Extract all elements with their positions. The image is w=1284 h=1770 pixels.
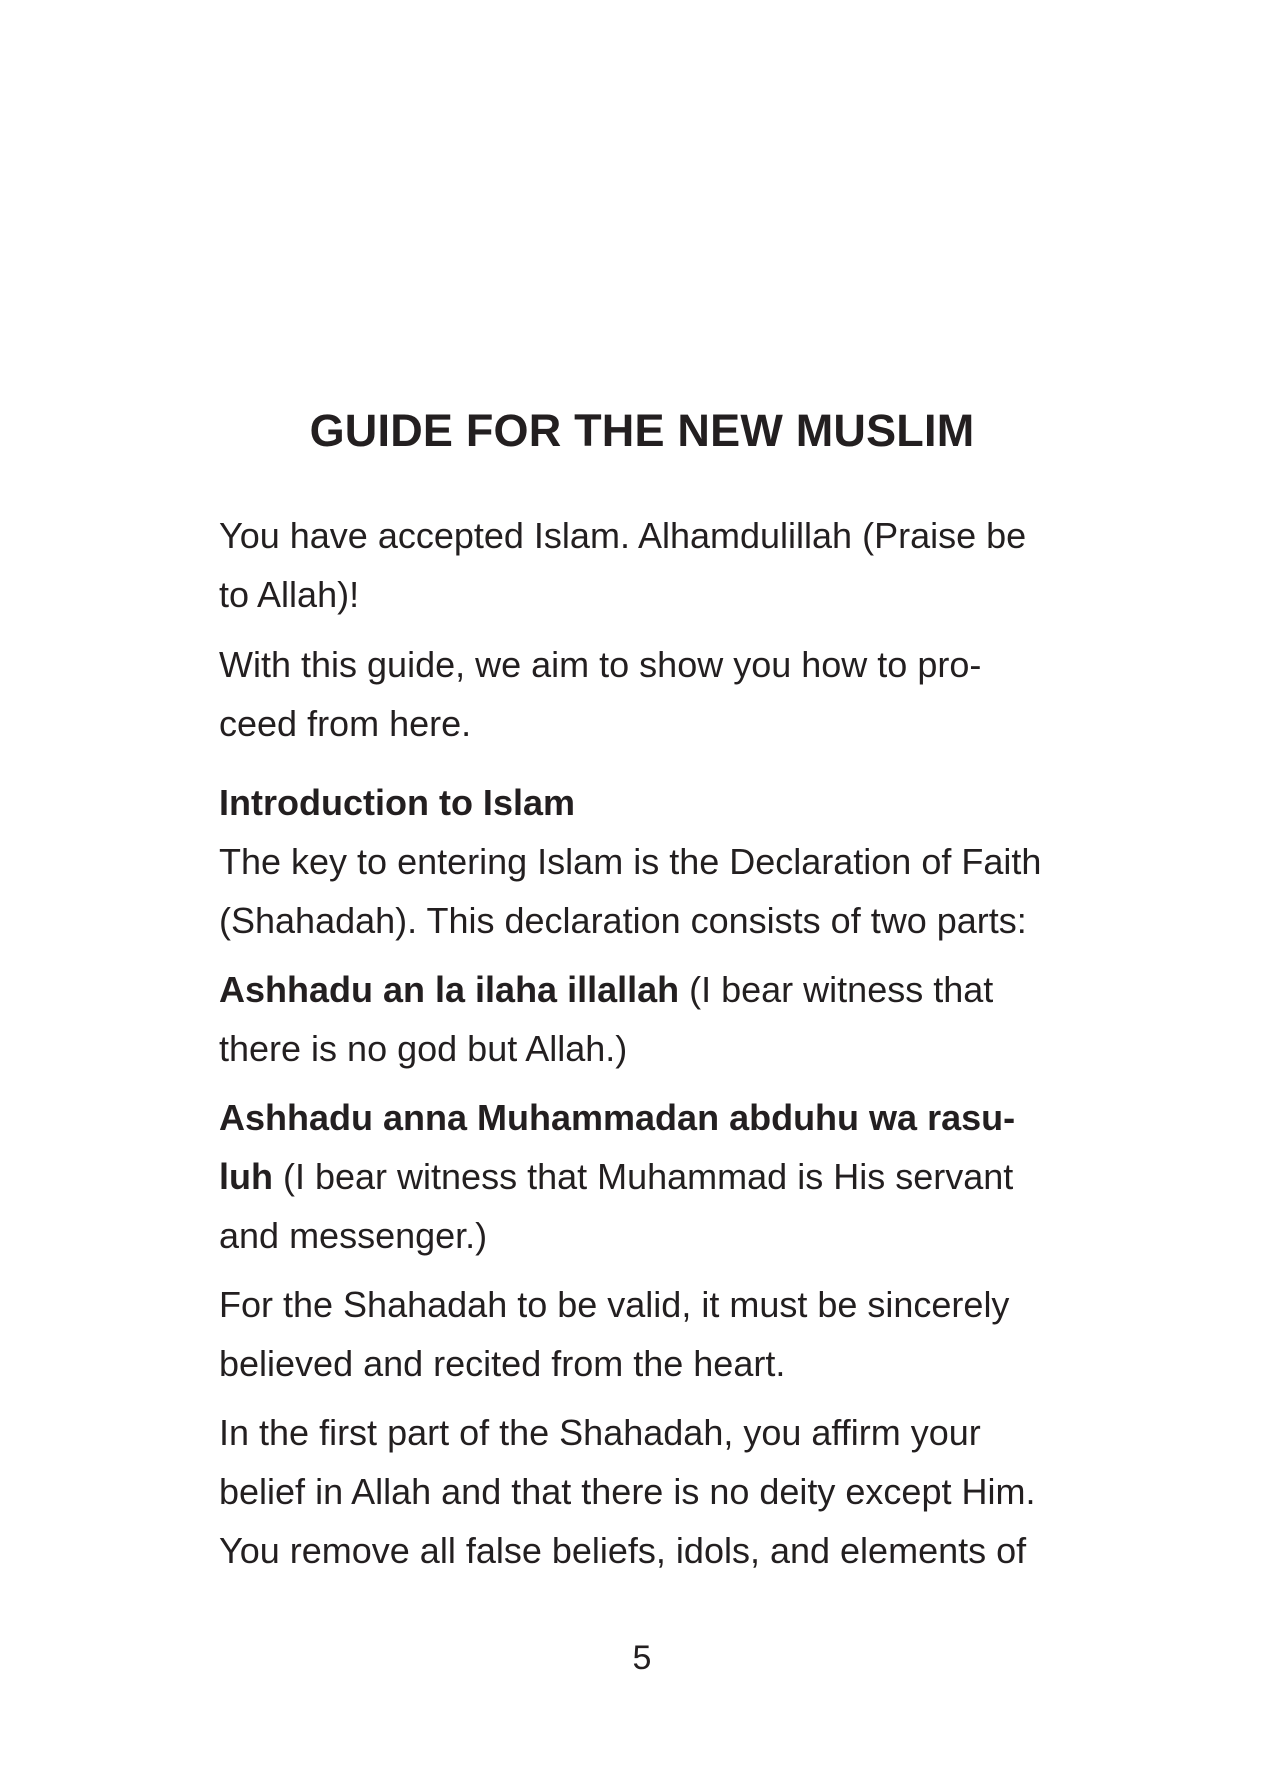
text-line: there is no god but Allah.) <box>219 1028 628 1069</box>
text-line: believed and recited from the heart. <box>219 1343 786 1384</box>
paragraph-guide-aim <box>219 635 1099 753</box>
paragraph-validity <box>219 1275 1099 1393</box>
text-line: For the Shahadah to be valid, it must be sincerely <box>219 1284 1010 1325</box>
translation-text: (I bear witness that <box>679 969 994 1010</box>
paragraph-shahadah-part-two <box>219 1088 1099 1265</box>
text-line: You remove all false beliefs, idols, and elements of <box>219 1530 1027 1571</box>
arabic-phrase: Ashhadu an la ilaha illallah <box>219 969 680 1010</box>
page-title: GUIDE FOR THE NEW MUSLIM <box>309 405 975 456</box>
paragraph-first-part <box>219 1403 1099 1580</box>
arabic-phrase: Ashhadu anna Muhammadan abduhu wa rasu- <box>219 1097 1016 1138</box>
page-number: 5 <box>632 1639 652 1677</box>
text-line: The key to entering Islam is the Declaration of Faith <box>219 841 1042 882</box>
text-line: (Shahadah). This declaration consists of two parts: <box>219 900 1027 941</box>
paragraph-welcome <box>219 506 1099 624</box>
translation-text: (I bear witness that Muhammad is His servant <box>272 1156 1014 1197</box>
section-introduction <box>219 773 1099 950</box>
text-line: to Allah)! <box>219 574 360 615</box>
text-line: With this guide, we aim to show you how to pro- <box>219 644 982 685</box>
section-heading: Introduction to Islam <box>219 782 575 823</box>
text-line: ceed from here. <box>219 703 472 744</box>
text-line: and messenger.) <box>219 1215 488 1256</box>
body-text <box>219 506 1099 1590</box>
text-line: You have accepted Islam. Alhamdulillah (Praise be <box>219 515 1027 556</box>
text-line: belief in Allah and that there is no deity except Him. <box>219 1471 1036 1512</box>
paragraph-shahadah-part-one <box>219 960 1099 1078</box>
arabic-phrase-continued: luh <box>219 1156 273 1197</box>
text-line: In the first part of the Shahadah, you affirm your <box>219 1412 981 1453</box>
